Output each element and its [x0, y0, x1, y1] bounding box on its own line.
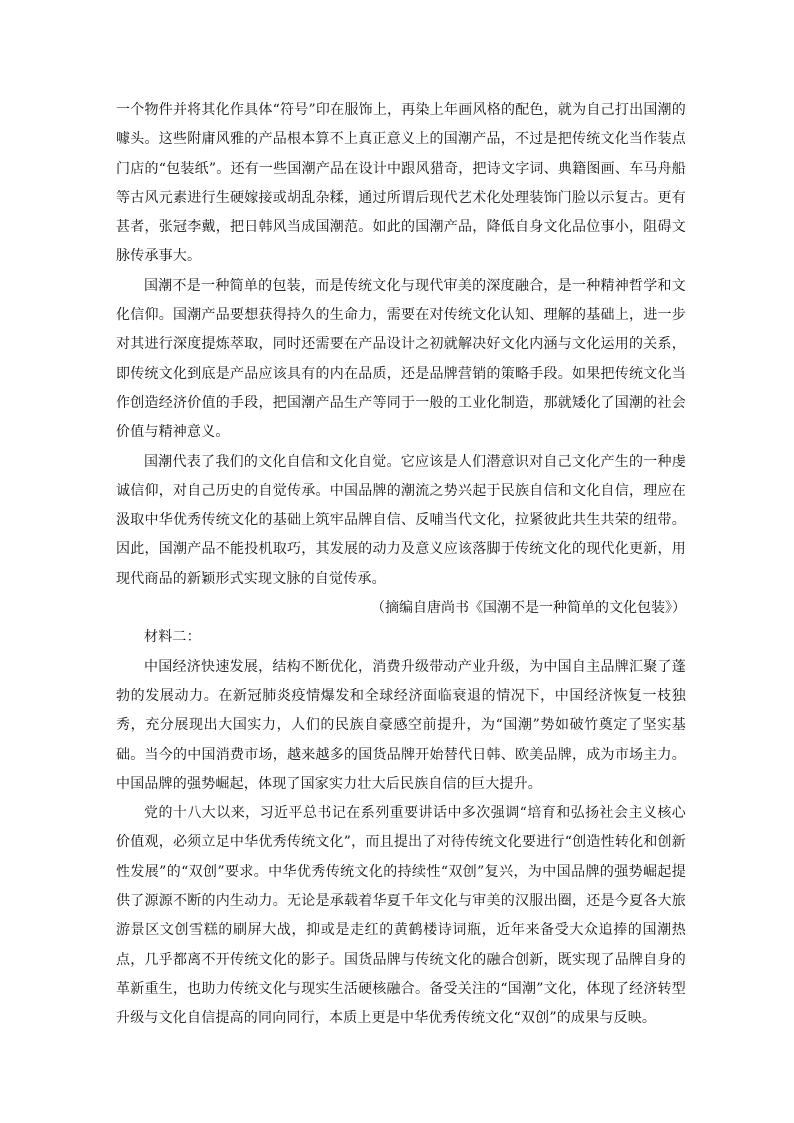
- section-2-label: 材料二：: [144, 629, 201, 646]
- section-2-paragraph-1: 中国经济快速发展，结构不断优化，消费升级带动产业升级，为中国自主品牌汇聚了蓬勃的发展动力。在新冠肺炎疫情爆发和全球经济面临衰退的情况下，中国经济恢复一枝独秀，充分展现出大国实力，人们的民族自豪感空前提升，为“国潮”势如破竹奠定了坚实基础。当今的中国消费市场，越来越多的国货品牌开始替代日韩、欧美品牌，成为市场主力。中国品牌的强势崛起，体现了国家实力壮大后民族自信的巨大提升。: [116, 658, 686, 792]
- source-citation: （摘编自唐尚书《国潮不是一种简单的文化包装》）: [371, 600, 686, 617]
- document-body: [116, 96, 686, 1034]
- paragraph-1: 一个物件并将其化作具体“符号”印在服饰上，再染上年画风格的配色，就为自己打出国潮的噱头。这些附庸风雅的产品根本算不上真正意义上的国潮产品，不过是把传统文化当作装点门店的“包装纸”。还有一些国潮产品在设计中跟风猎奇，把诗文字词、典籍图画、车马舟船等古风元素进行生硬嫁接或胡乱杂糅，通过所谓后现代艺术化处理装饰门脸以示复古。更有甚者，张冠李戴，把日韩风当成国潮范。如此的国潮产品，降低自身文化品位事小，阻碍文脉传承事大。: [116, 102, 686, 265]
- section-2-paragraph-2: 党的十八大以来，习近平总书记在系列重要讲话中多次强调“培育和弘扬社会主义核心价值观，必须立足中华优秀传统文化”，而且提出了对待传统文化要进行“创造性转化和创新性发展”的“双创”要求。中华优秀传统文化的持续性“双创”复兴，为中国品牌的强势崛起提供了源源不断的内生动力。无论是承载着华夏千年文化与审美的汉服出圈，还是今夏各大旅游景区文创雪糕的刷屏大战，抑或是走红的黄鹤楼诗词瓶，近年来备受大众追捧的国潮热点，几乎都离不开传统文化的影子。国货品牌与传统文化的融合创新，既实现了品牌自身的革新重生，也助力传统文化与现实生活硬核融合。备受关注的“国潮”文化，体现了经济转型升级与文化自信提高的同向同行，本质上更是中华优秀传统文化“双创”的成果与反映。: [116, 805, 686, 1027]
- paragraph-3: 国潮代表了我们的文化自信和文化自觉。它应该是人们潜意识对自己文化产生的一种虔诚信仰，对自己历史的自觉传承。中国品牌的潮流之势兴起于民族自信和文化自信，理应在汲取中华优秀传统文化的基础上筑牢品牌自信、反哺当代文化，拉紧彼此共生共荣的纽带。因此，国潮产品不能投机取巧，其发展的动力及意义应该落脚于传统文化的现代化更新，用现代商品的新颖形式实现文脉的自觉传承。: [116, 453, 686, 587]
- paragraph-2: 国潮不是一种简单的包装，而是传统文化与现代审美的深度融合，是一种精神哲学和文化信仰。国潮产品要想获得持久的生命力，需要在对传统文化认知、理解的基础上，进一步对其进行深度提炼萃取，同时还需要在产品设计之初就解决好文化内涵与文化运用的关系，即传统文化到底是产品应该具有的内在品质，还是品牌营销的策略手段。如果把传统文化当作创造经济价值的手段，把国潮产品生产等同于一般的工业化制造，那就矮化了国潮的社会价值与精神意义。: [116, 277, 686, 441]
